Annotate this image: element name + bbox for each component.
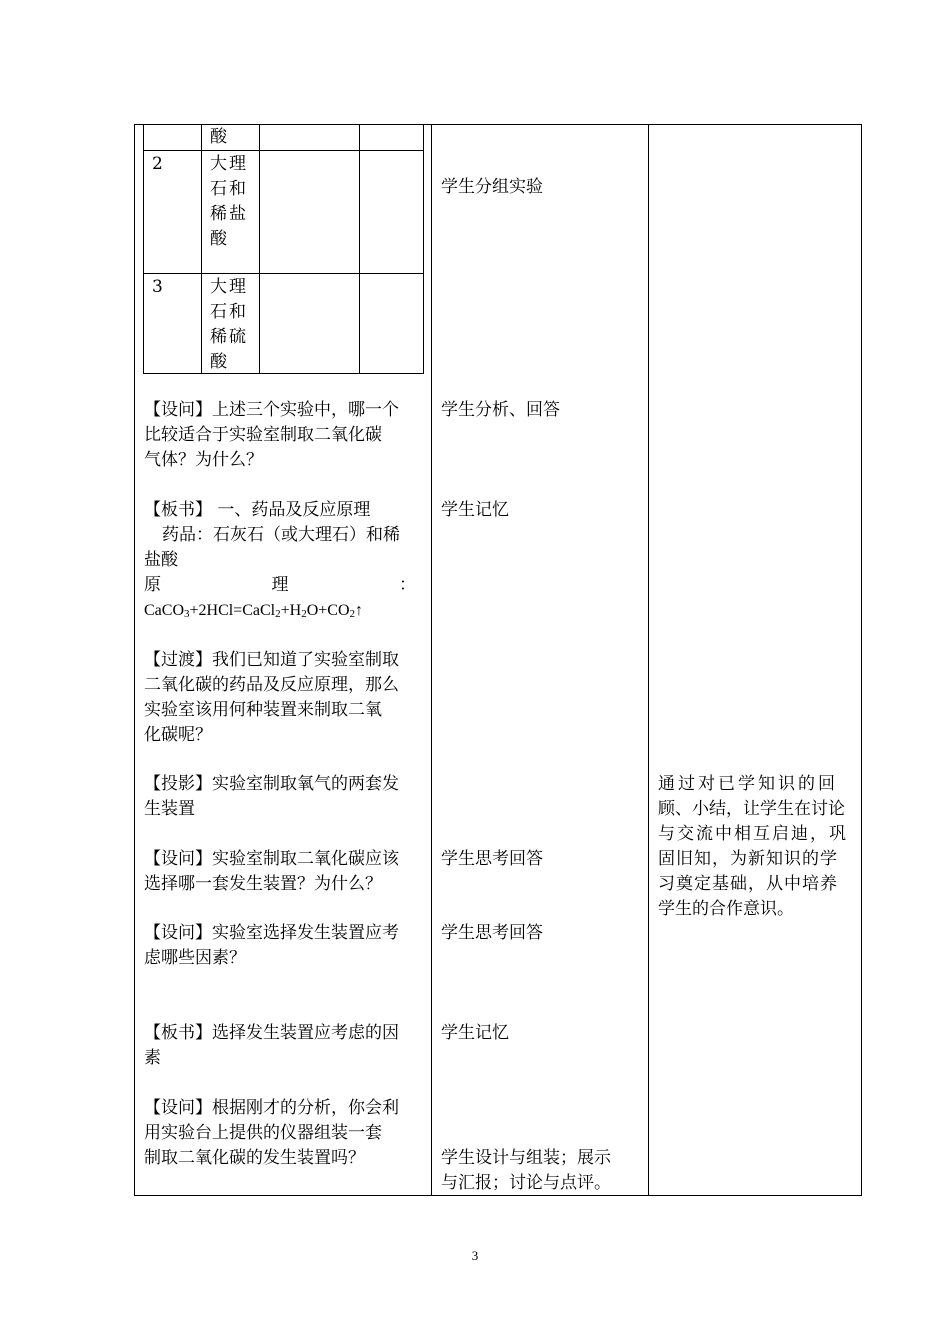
student-activity-7: 学生设计与组装；展示 与汇报；讨论与点评。 <box>441 1148 611 1193</box>
design-intent: 通过对已学知识的回 顾、小结，让学生在讨论 与交流中相互启迪，巩 固旧知，为新知识的学 习奠定基础，从中培养 学生的合作意识。 <box>658 774 848 919</box>
projection-text: 【投影】实验室制取氧气的两套发 生装置 <box>144 774 399 819</box>
teacher-question-2: 【设问】实验室制取二氧化碳应该 选择哪一套发生装置？为什么？ <box>144 849 399 894</box>
row-number: 2 <box>152 154 163 174</box>
column-divider-2 <box>648 124 649 1196</box>
student-activity-3: 学生记忆 <box>441 500 509 520</box>
student-activity-6: 学生记忆 <box>441 1023 509 1043</box>
student-activity-1: 学生分组实验 <box>441 177 543 197</box>
experiment-table <box>143 124 424 374</box>
inner-row-line <box>144 150 423 151</box>
inner-col-line <box>201 124 202 373</box>
inner-col-line <box>259 124 260 373</box>
board-note-2: 【板书】选择发生装置应考虑的因 素 <box>144 1023 399 1068</box>
reagent-cell: 酸 <box>210 127 227 147</box>
row-number: 3 <box>152 277 163 297</box>
page-number: 3 <box>471 1248 479 1263</box>
board-note-1: 【板书】 一、药品及反应原理 药品：石灰石（或大理石）和稀 盐酸 <box>144 500 400 570</box>
inner-row-line <box>144 273 423 274</box>
reagent-cell: 大理 石和 稀硫 酸 <box>210 277 248 372</box>
reaction-formula: $CaCO_3+2HCl=CaCl_2+H_2O+CO_2↑$ <box>144 602 363 620</box>
student-activity-5: 学生思考回答 <box>441 923 543 943</box>
column-divider-1 <box>431 124 432 1196</box>
student-activity-4: 学生思考回答 <box>441 849 543 869</box>
teacher-question-4: 【设问】根据刚才的分析，你会利 用实验台上提供的仪器组装一套 制取二氧化碳的发生装置吗？ <box>144 1098 399 1168</box>
inner-col-line <box>359 124 360 373</box>
teacher-question-1: 【设问】上述三个实验中，哪一个 比较适合于实验室制取二氧化碳 气体？为什么？ <box>144 400 399 470</box>
reagent-cell: 大理 石和 稀盐 酸 <box>210 154 248 249</box>
teacher-question-3: 【设问】实验室选择发生装置应考 虑哪些因素？ <box>144 923 399 968</box>
student-activity-2: 学生分析、回答 <box>441 400 560 420</box>
transition-text: 【过渡】我们已知道了实验室制取 二氧化碳的药品及反应原理，那么 实验室该用何种装置来制取二氧 化碳呢？ <box>144 650 399 745</box>
principle-label: 原 理 ： <box>144 575 416 595</box>
